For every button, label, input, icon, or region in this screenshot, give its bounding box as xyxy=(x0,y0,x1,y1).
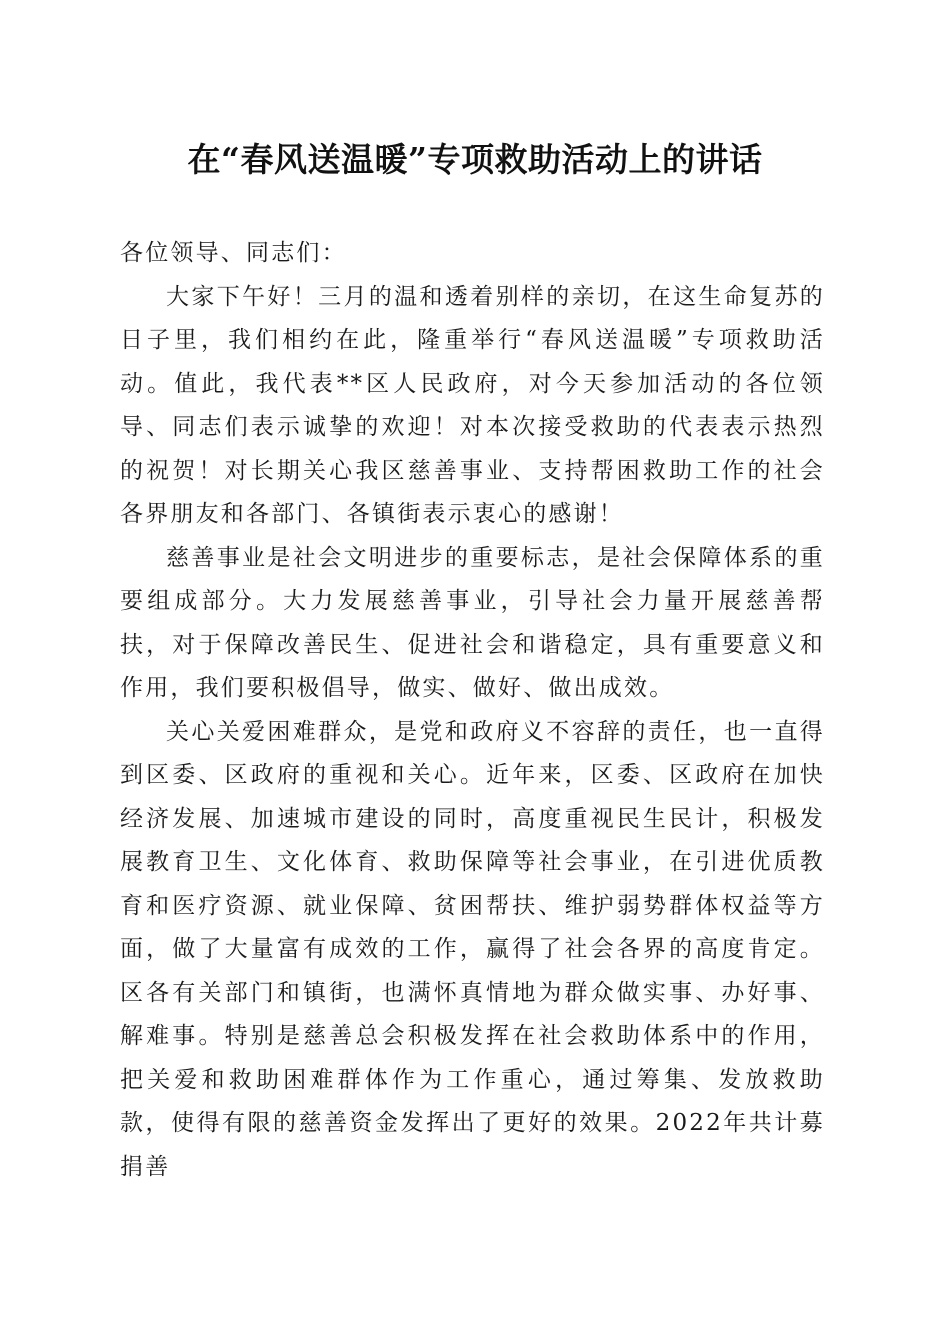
salutation: 各位领导、同志们： xyxy=(120,240,347,266)
paragraph-2: 慈善事业是社会文明进步的重要标志，是社会保障体系的重要组成部分。大力发展慈善事业，引导社会力量开展慈善帮扶，对于保障改善民生、促进社会和谐稳定，具有重要意义和作用，我们要积极倡导，做实、做好、做出成效。 xyxy=(120,544,825,701)
page-title: 在“春风送温暖”专项救助活动上的讲话 xyxy=(187,140,763,179)
paragraph-3: 关心关爱困难群众，是党和政府义不容辞的责任，也一直得到区委、区政府的重视和关心。近年来，区委、区政府在加快经济发展、加速城市建设的同时，高度重视民生民计，积极发展教育卫生、文化体育、救助保障等社会事业，在引进优质教育和医疗资源、就业保障、贫困帮扶、维护弱势群体权益等方面，做了大量富有成效的工作，赢得了社会各界的高度肯定。区各有关部门和镇街，也满怀真情地为群众做实事、办好事、解难事。特别是慈善总会积极发挥在社会救助体系中的作用，把关爱和救助困难群体作为工作重心，通过筹集、发放救助款，使得有限的慈善资金发挥出了更好的效果。2022年共计募捐善 xyxy=(120,718,825,1180)
paragraph-1: 大家下午好！三月的温和透着别样的亲切，在这生命复苏的日子里，我们相约在此，隆重举行“春风送温暖”专项救助活动。值此，我代表**区人民政府，对今天参加活动的各位领导、同志们表示诚挚的欢迎！对本次接受救助的代表表示热烈的祝贺！对长期关心我区慈善事业、支持帮困救助工作的社会各界朋友和各部门、各镇街表示衷心的感谢！ xyxy=(120,283,825,527)
speech-body xyxy=(120,232,825,1189)
